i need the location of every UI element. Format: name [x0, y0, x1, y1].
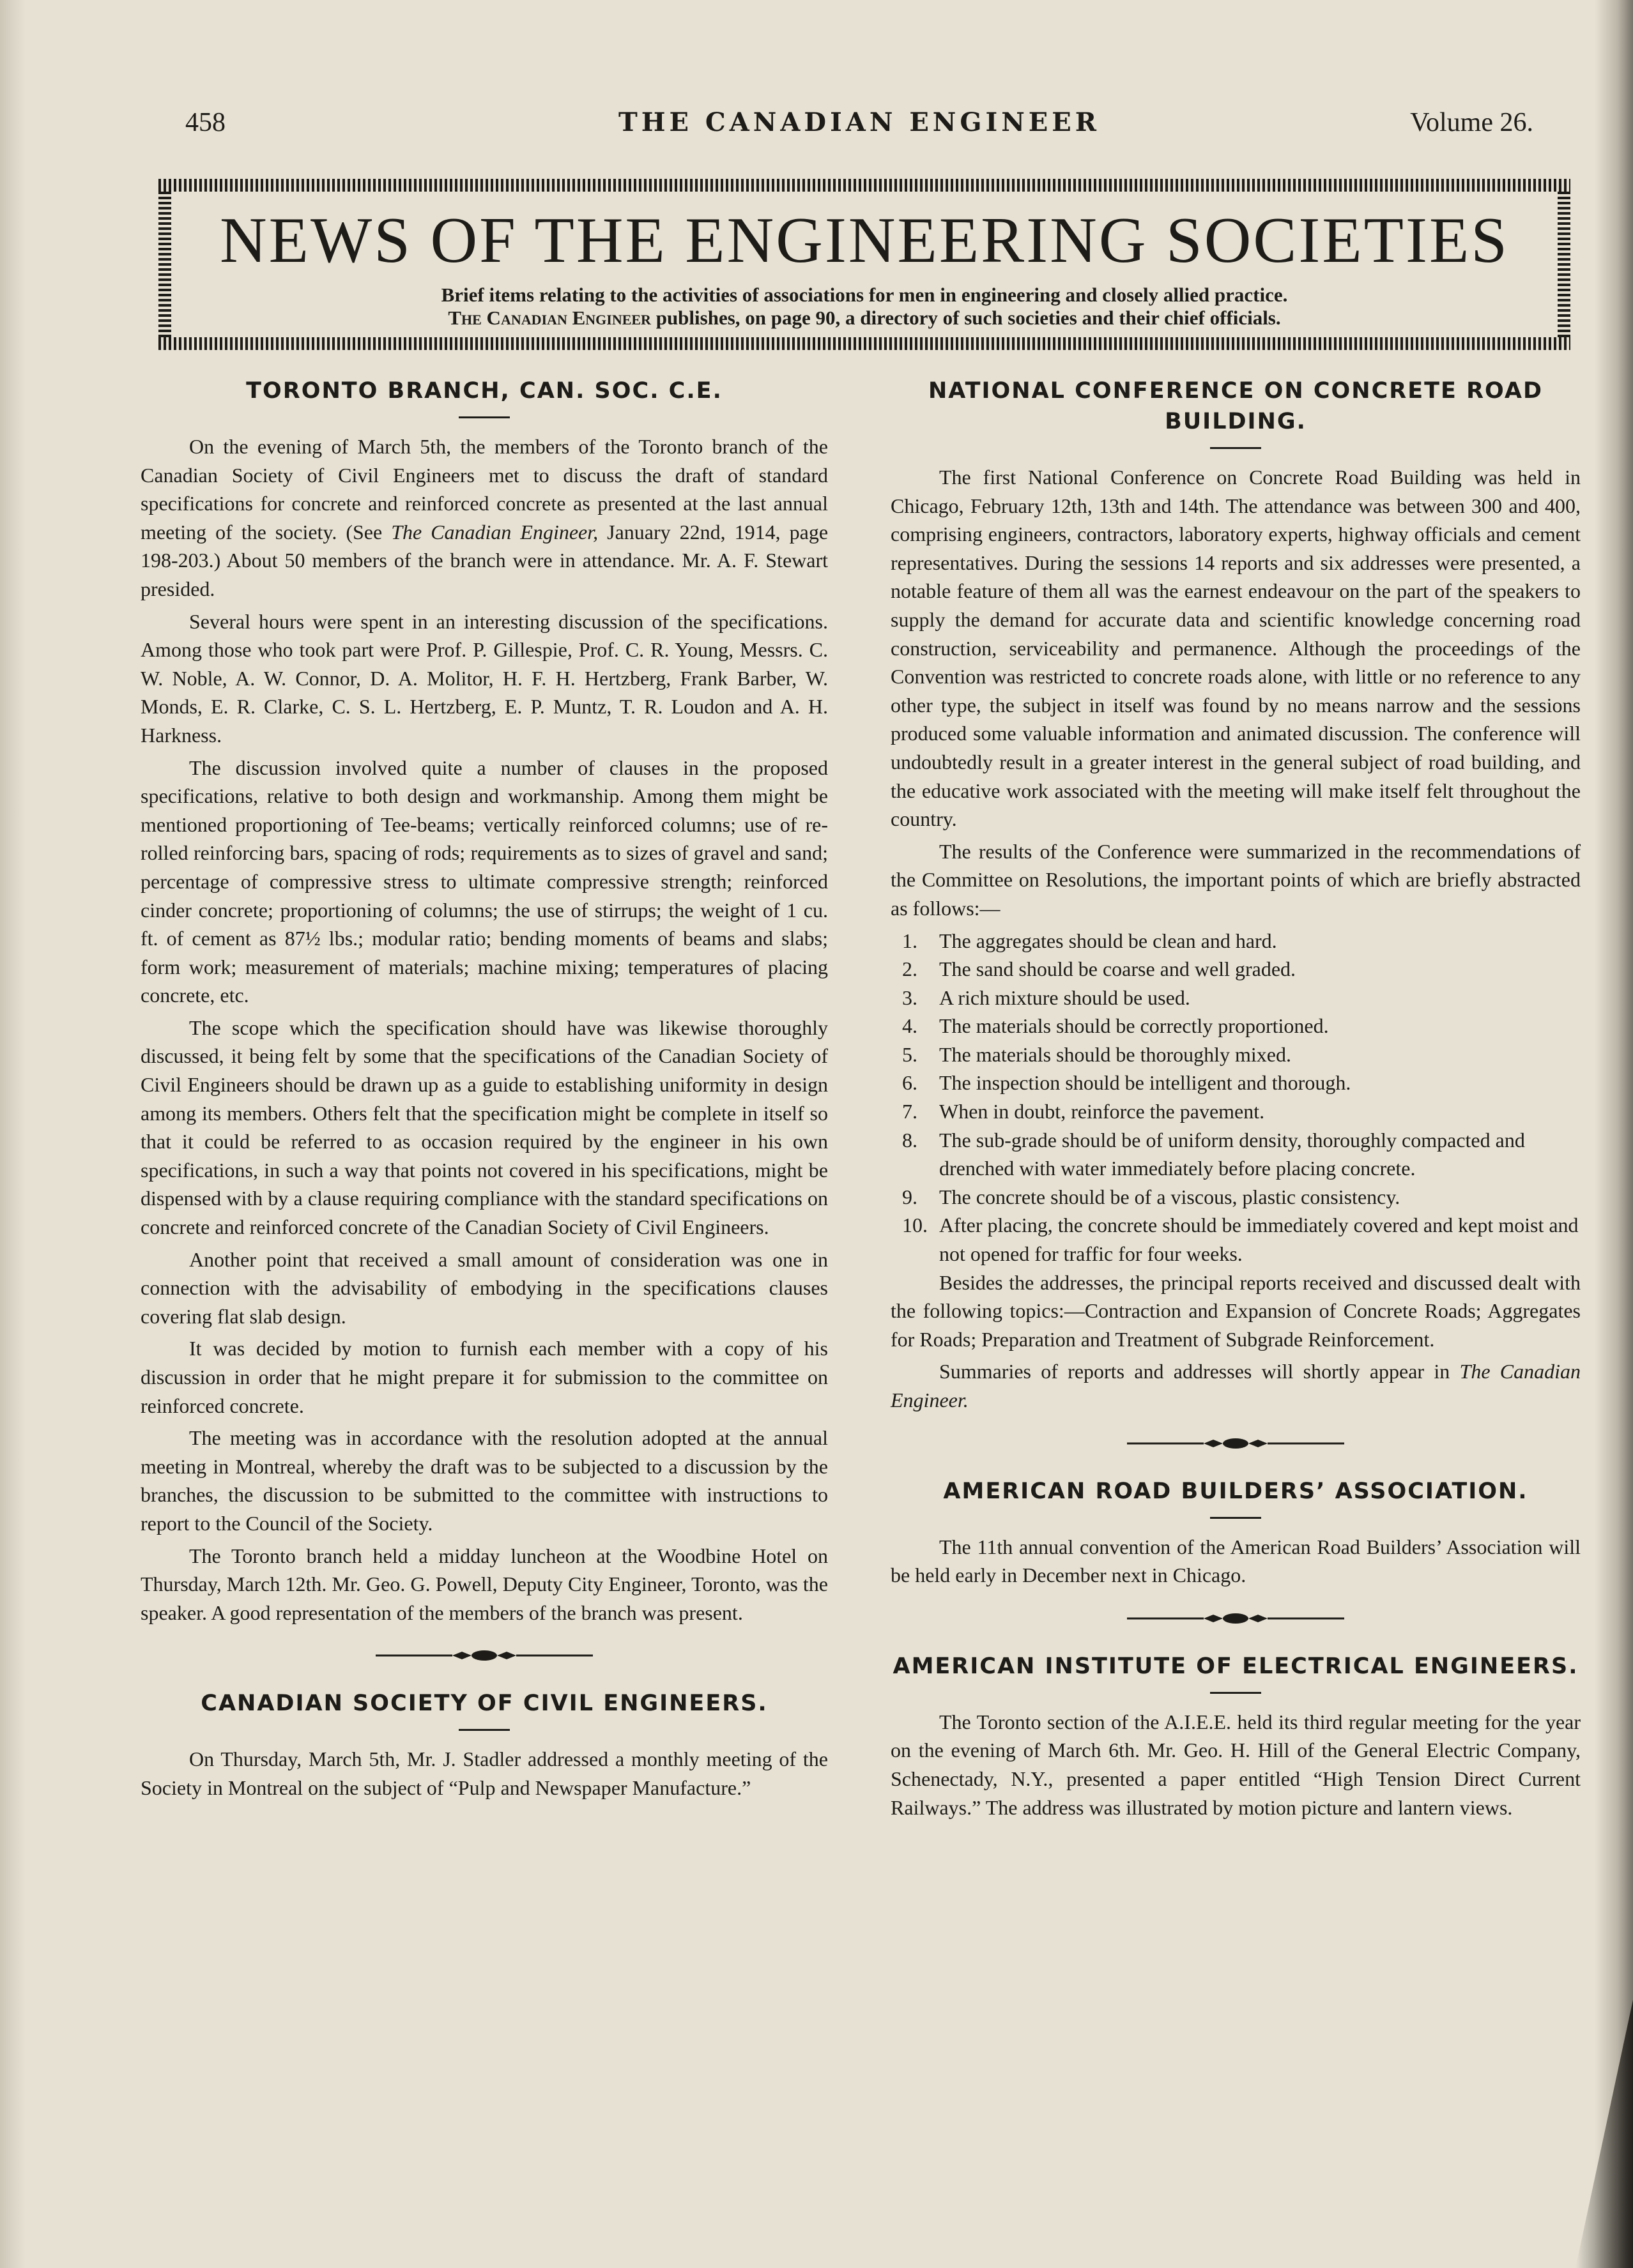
paragraph-text: January 22nd, 1914, page 198-203.) About 50 members of the branch were in attendance. Mr. A. F. Stewart presided. [141, 520, 829, 600]
masthead-subtitle-2-rest: publishes, on page 90, a directory of such societies and their chief officials. [650, 307, 1281, 329]
section-divider-ornament [376, 1648, 593, 1663]
list-item [891, 1097, 1581, 1126]
journal-citation: The Canadian Engineer. [891, 1360, 1581, 1412]
concrete-road-paragraph-2: The results of the Conference were summarized in the recommendations of the Committee on Resolutions, the important points of which are briefly abstracted as follows:— [891, 839, 1581, 920]
list-text: When in doubt, reinforce the pavement. [939, 1100, 1265, 1123]
list-item [891, 1126, 1581, 1183]
list-text: The materials should be thoroughly mixed. [939, 1042, 1291, 1066]
toronto-branch-paragraph-5: Another point that received a small amount of consideration was one in connection with the advisability of embodying in the specifications clauses covering flat slab design. [141, 1247, 828, 1328]
toronto-branch-paragraph-1 [141, 432, 828, 604]
list-number: 2. [902, 957, 917, 981]
list-number: 1. [902, 929, 917, 952]
list-text: The inspection should be intelligent and thorough. [939, 1071, 1351, 1095]
masthead-subtitle-1: Brief items relating to the activities of associations for men in engineering and closely allied practice. [441, 284, 1288, 306]
list-text: The sub-grade should be of uniform density, thoroughly compacted and drenched with water immediately before placing concrete. [939, 1128, 1525, 1180]
toronto-branch-paragraph-7: The meeting was in accordance with the resolution adopted at the annual meeting in Montreal, whereby the draft was to be subjected to a discussion by the branches, the discussion to be submitted to the committee with instructions to report to the Council of the Society. [141, 1426, 828, 1535]
list-text: After placing, the concrete should be immediately covered and kept moist and not opened for traffic for four weeks. [939, 1214, 1579, 1266]
list-number: 10. [902, 1214, 928, 1237]
heading-rule [1210, 1517, 1261, 1519]
toronto-branch-heading: TORONTO BRANCH, CAN. SOC. C.E. [246, 378, 723, 404]
list-item [891, 955, 1581, 984]
journal-ref: The Canadian Engineer [448, 307, 651, 329]
section-masthead [158, 179, 1570, 350]
aiee-paragraph-1: The Toronto section of the A.I.E.E. held its third regular meeting for the year on the evening of March 6th. Mr. Geo. H. Hill of the General Electric Company, Schenectady, N.Y., presented a paper entitled “High Tension Direct Current Railways.” The address was illustrated by motion picture and lantern views. [891, 1710, 1581, 1819]
list-number: 5. [902, 1042, 917, 1066]
list-number: 3. [902, 986, 917, 1009]
toronto-branch-paragraph-2: Several hours were spent in an interesting discussion of the specifications. Among those who took part were Prof. P. Gillespie, Prof. C. R. Young, Messrs. C. W. Noble, A. W. Connor, D. A. Molitor, H. F. H. Hertzberg, Frank Barber, W. Monds, E. R. Clarke, C. S. L. Hertzberg, E. P. Muntz, T. R. Loudon and A. H. Harkness. [141, 609, 828, 747]
heading-rule [459, 1729, 510, 1731]
masthead-subtitle-2 [158, 308, 1570, 328]
journal-name: THE CANADIAN ENGINEER [618, 107, 1101, 137]
volume-label: Volume 26. [1410, 108, 1533, 137]
list-item [891, 927, 1581, 955]
section-divider-ornament [1127, 1436, 1344, 1450]
aiee-heading: AMERICAN INSTITUTE OF ELECTRICAL ENGINEERS. [893, 1653, 1579, 1679]
list-item [891, 1040, 1581, 1069]
csce-paragraph-1: On Thursday, March 5th, Mr. J. Stadler addressed a monthly meeting of the Society in Montreal on the subject of “Pulp and Newspaper Manufacture.” [141, 1747, 828, 1799]
list-item [891, 984, 1581, 1012]
arba-paragraph-1: The 11th annual convention of the American Road Builders’ Association will be held early in December next in Chicago. [891, 1535, 1581, 1587]
toronto-branch-paragraph-8: The Toronto branch held a midday luncheon at the Woodbine Hotel on Thursday, March 12th. Mr. Geo. G. Powell, Deputy City Engineer, Toronto, was the speaker. A good representation of the members of the branch was present. [141, 1544, 828, 1624]
page-number: 458 [185, 108, 226, 137]
toronto-branch-paragraph-4: The scope which the specification should have was likewise thoroughly discussed, it being felt by some that the specifications of the Canadian Society of Civil Engineers should be drawn up as a guide to establishing uniformity in design among its members. Others felt that the specification might be complete in itself so that it could be referred to as occasion required by the engineer in his own specifications, in such a way that points not covered in his specifications, might be dispensed with by a clause requiring compliance with the standard specifications on concrete and reinforced concrete of the Canadian Society of Civil Engineers. [141, 1016, 828, 1239]
right-column [891, 376, 1581, 1825]
toronto-branch-paragraph-3: The discussion involved quite a number of clauses in the proposed specifications, relative to both design and workmanship. Among them might be mentioned proportioning of Tee-beams; vertically reinforced columns; use of re-rolled reinforcing bars, spacing of rods; requirements as to sizes of gravel and sand; percentage of compressive stress to ultimate compressive strength; reinforced cinder concrete; proportioning of columns; the use of stirrups; the weight of 1 cu. ft. of cement as 87½ lbs.; modular ratio; bending moments of beams and slabs; form work; measurement of materials; machine mixing; temperatures of placing concrete, etc. [141, 756, 828, 1007]
arba-heading: AMERICAN ROAD BUILDERS’ ASSOCIATION. [943, 1478, 1528, 1504]
list-text: The aggregates should be clean and hard. [939, 929, 1277, 952]
list-item [891, 1069, 1581, 1097]
recommendations-list [891, 927, 1581, 1268]
masthead-title: NEWS OF THE ENGINEERING SOCIETIES [220, 204, 1509, 277]
page-edge-right [1595, 0, 1633, 2268]
list-number: 6. [902, 1071, 917, 1095]
concrete-road-paragraph-3: Besides the addresses, the principal reports received and discussed dealt with the following topics:—Contraction and Expansion of Concrete Roads; Aggregates for Roads; Preparation and Treatment of Subgrade Reinforcement. [891, 1270, 1581, 1351]
section-divider-ornament [1127, 1611, 1344, 1625]
running-head [185, 107, 1533, 146]
heading-rule [1210, 1692, 1261, 1694]
concrete-road-paragraph-1: The first National Conference on Concrete Road Building was held in Chicago, February 12th, 13th and 14th. The attendance was between 300 and 400, comprising engineers, contractors, laboratory experts, highway officials and cement representatives. During the sessions 14 reports and six addresses were presented, a notable feature of them all was the earnest endeavour on the part of the speakers to supply the demand for accurate data and scientific knowledge concerning road construction, serviceability and permanence. Although the proceedings of the Convention was restricted to concrete roads alone, with little or no reference to any other type, the subject in itself was found by no means narrow and the sessions produced some valuable information and animated discussion. The conference will undoubtedly result in a greater interest in the general subject of road building, and the educative work associated with the meeting will make itself felt throughout the country. [891, 466, 1581, 831]
list-text: The concrete should be of a viscous, plastic consistency. [939, 1185, 1400, 1208]
csce-heading: CANADIAN SOCIETY OF CIVIL ENGINEERS. [201, 1691, 768, 1717]
heading-rule [1210, 447, 1261, 449]
list-text: A rich mixture should be used. [939, 986, 1190, 1009]
list-number: 8. [902, 1128, 917, 1152]
list-item [891, 1012, 1581, 1040]
concrete-road-heading: NATIONAL CONFERENCE ON CONCRETE ROAD BUILDING. [928, 378, 1544, 434]
paragraph-text: On the evening of March 5th, the members of the Toronto branch of the Canadian Society of Civil Engineers met to discuss the draft of standard specifications for concrete and reinforced concrete as presented at the last annual meeting of the society. (See [141, 435, 828, 544]
left-column [141, 376, 828, 1806]
paragraph-text: Summaries of reports and addresses will shortly appear in [939, 1360, 1460, 1383]
list-text: The materials should be correctly proportioned. [939, 1014, 1329, 1038]
list-number: 4. [902, 1014, 917, 1038]
list-text: The sand should be coarse and well graded. [939, 957, 1296, 981]
journal-citation: The Canadian Engineer, [391, 520, 599, 544]
list-number: 7. [902, 1100, 917, 1123]
list-number: 9. [902, 1185, 917, 1208]
toronto-branch-paragraph-6: It was decided by motion to furnish each member with a copy of his discussion in order that he might prepare it for submission to the committee on reinforced concrete. [141, 1337, 828, 1417]
concrete-road-paragraph-4 [891, 1357, 1581, 1414]
masthead-border-top [158, 179, 1570, 192]
list-item [891, 1211, 1581, 1268]
page-edge-left [0, 0, 26, 2268]
list-item [891, 1183, 1581, 1212]
heading-rule [459, 416, 510, 418]
masthead-border-bottom [158, 337, 1570, 350]
